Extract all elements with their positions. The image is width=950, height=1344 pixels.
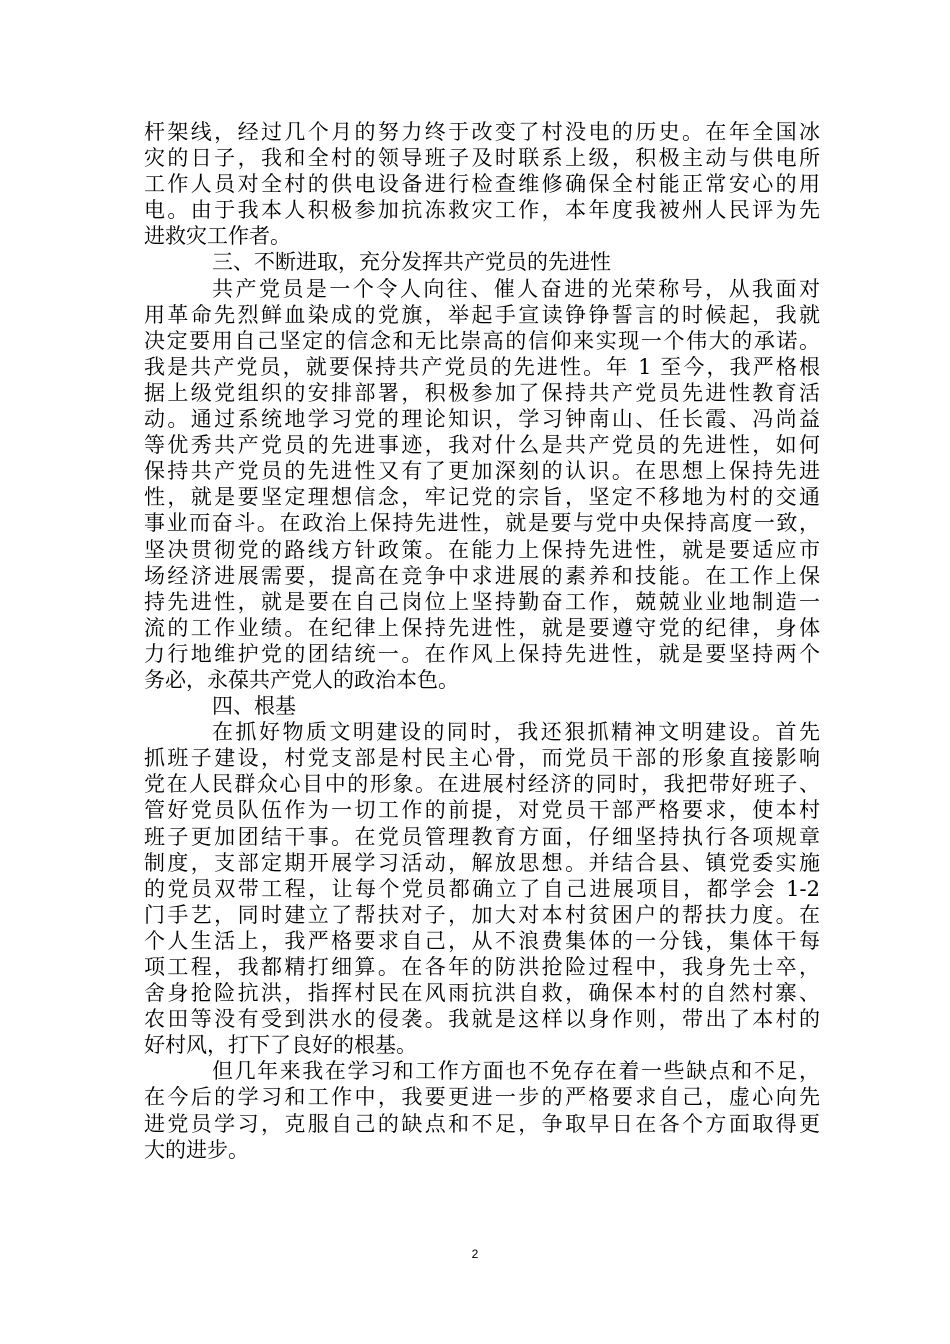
text-line: 用革命先烈鲜血染成的党旗，举起手宣读铮铮誓言的时候起，我就 [144, 302, 820, 327]
text-line: 等优秀共产党员的先进事迹，我对什么是共产党员的先进性，如何 [144, 433, 820, 458]
text-line: 班子更加团结干事。在党员管理教育方面，仔细坚持执行各项规章 [144, 824, 820, 849]
text-line: 项工程，我都精打细算。在各年的防洪抢险过程中，我身先士卒， [144, 955, 820, 979]
text-line: 电。由于我本人积极参加抗冻救灾工作，本年度我被州人民评为先 [144, 198, 820, 223]
text-line: 进党员学习，克服自己的缺点和不足，争取早日在各个方面取得更 [144, 1111, 820, 1136]
text-line: 我是共产党员，就要保持共产党员的先进性。年 1 至今，我严格根 [144, 354, 820, 379]
text-line: 据上级党组织的安排部署，积极参加了保持共产党员先进性教育活 [144, 380, 820, 405]
text-line: 事业而奋斗。在政治上保持先进性，就是要与党中央保持高度一致， [144, 511, 820, 536]
text-line: 但几年来我在学习和工作方面也不免存在着一些缺点和不足， [212, 1059, 820, 1084]
text-line: 性，就是要坚定理想信念，牢记党的宗旨，坚定不移地为村的交通 [144, 485, 820, 510]
body-text [144, 119, 820, 1163]
text-line: 进救灾工作者。 [144, 224, 291, 249]
text-line: 党在人民群众心目中的形象。在进展村经济的同时，我把带好班子、 [144, 772, 820, 797]
text-line: 制度，支部定期开展学习活动，解放思想。并结合县、镇党委实施 [144, 850, 820, 875]
text-line: 动。通过系统地学习党的理论知识，学习钟南山、任长霞、冯尚益 [144, 407, 820, 432]
text-line: 务必，永葆共产党人的政治本色。 [144, 667, 459, 692]
text-line: 舍身抢险抗洪，指挥村民在风雨抗洪自救，确保本村的自然村寨、 [144, 981, 820, 1006]
text-line: 坚决贯彻党的路线方针政策。在能力上保持先进性，就是要适应市 [144, 537, 820, 562]
text-line: 持先进性，就是要在自己岗位上坚持勤奋工作，兢兢业业地制造一 [144, 589, 820, 614]
text-line: 场经济进展需要，提高在竞争中求进展的素养和技能。在工作上保 [144, 563, 820, 588]
text-line: 杆架线，经过几个月的努力终于改变了村没电的历史。在年全国冰 [144, 120, 820, 144]
section-heading-3: 三、不断进取，充分发挥共产党员的先进性 [212, 250, 611, 275]
text-line: 在抓好物质文明建设的同时，我还狠抓精神文明建设。首先 [212, 720, 820, 745]
text-line: 个人生活上，我严格要求自己，从不浪费集体的一分钱，集体干每 [144, 928, 820, 953]
section-heading-4: 四、根基 [212, 694, 296, 719]
text-line: 灾的日子，我和全村的领导班子及时联系上级，积极主动与供电所 [144, 146, 820, 171]
text-line: 力行地维护党的团结统一。在作风上保持先进性，就是要坚持两个 [144, 641, 820, 666]
text-line: 管好党员队伍作为一切工作的前提，对党员干部严格要求，使本村 [144, 798, 820, 823]
text-line: 共产党员是一个令人向往、催人奋进的光荣称号，从我面对 [212, 276, 820, 301]
text-line: 抓班子建设，村党支部是村民主心骨，而党员干部的形象直接影响 [144, 746, 820, 771]
text-line: 门手艺，同时建立了帮扶对子，加大对本村贫困户的帮扶力度。在 [144, 902, 820, 927]
page-number: 2 [471, 1247, 479, 1261]
text-line: 大的进步。 [144, 1137, 249, 1162]
text-line: 工作人员对全村的供电设备进行检查维修确保全村能正常安心的用 [144, 172, 820, 197]
text-line: 流的工作业绩。在纪律上保持先进性，就是要遵守党的纪律，身体 [144, 615, 820, 640]
text-line: 决定要用自己坚定的信念和无比崇高的信仰来实现一个伟大的承诺。 [144, 328, 820, 353]
text-line: 保持共产党员的先进性又有了更加深刻的认识。在思想上保持先进 [144, 459, 820, 484]
text-line: 在今后的学习和工作中，我要更进一步的严格要求自己，虚心向先 [144, 1085, 820, 1110]
text-line: 农田等没有受到洪水的侵袭。我就是这样以身作则，带出了本村的 [144, 1007, 820, 1032]
text-line: 的党员双带工程，让每个党员都确立了自己进展项目，都学会 1-2 [144, 876, 820, 901]
text-line: 好村风，打下了良好的根基。 [144, 1033, 417, 1058]
